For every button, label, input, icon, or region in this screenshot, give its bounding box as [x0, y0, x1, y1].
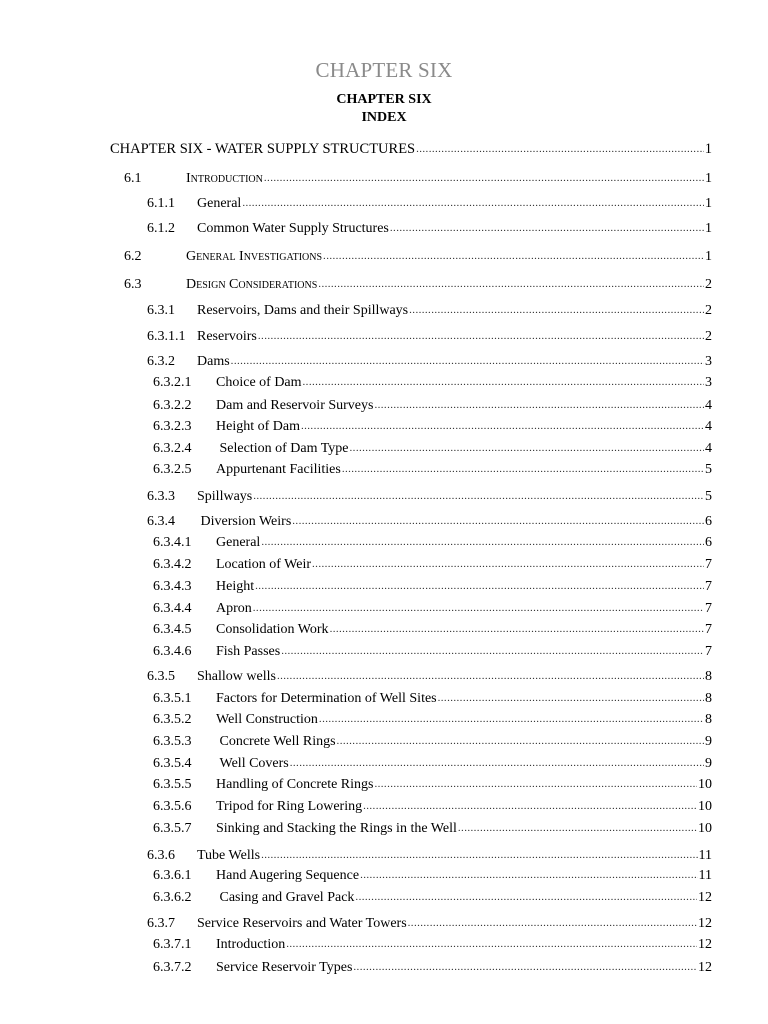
- toc-entry-label: Location of Weir: [216, 557, 312, 572]
- toc-entry[interactable]: [153, 619, 712, 637]
- toc-entry-page: 6: [705, 514, 712, 529]
- toc-entry-label: Factors for Determination of Well Sites: [216, 691, 437, 706]
- toc-leader-dots: [312, 554, 704, 568]
- toc-entry-number: 6.3.7.2: [153, 960, 192, 975]
- toc-leader-dots: [258, 326, 704, 340]
- toc-entry-number: 6.3.5.5: [153, 777, 192, 792]
- toc-entry-number: 6.3.4.4: [153, 601, 192, 616]
- toc-entry[interactable]: [153, 774, 712, 792]
- toc-entry[interactable]: [153, 709, 712, 727]
- toc-entry[interactable]: [153, 438, 712, 456]
- toc-leader-dots: [458, 818, 697, 832]
- toc-entry-page: 8: [705, 669, 712, 684]
- toc-entry-page: 10: [698, 821, 712, 836]
- toc-entry-page: 12: [698, 937, 712, 952]
- toc-leader-dots: [416, 139, 704, 153]
- toc-leader-dots: [363, 796, 697, 810]
- toc-leader-dots: [355, 887, 697, 901]
- toc-entry[interactable]: [153, 753, 712, 771]
- toc-leader-dots: [286, 934, 697, 948]
- toc-entry-page: 12: [698, 890, 712, 905]
- toc-entry[interactable]: [153, 395, 712, 413]
- toc-leader-dots: [323, 246, 704, 260]
- toc-entry-number: 6.3.5.4: [153, 756, 192, 771]
- page-title: CHAPTER SIX: [336, 92, 432, 107]
- toc-entry-number: 6.1.1: [147, 196, 175, 211]
- toc-entry-number: 6.3.7.1: [153, 937, 192, 952]
- toc-entry[interactable]: [153, 865, 712, 883]
- toc-leader-dots: [390, 218, 704, 232]
- toc-entry-number: 6.3.3: [147, 489, 175, 504]
- toc-entry-number: 6.3.1.1: [147, 329, 186, 344]
- toc-leader-dots: [342, 459, 704, 473]
- toc-entry-number: 6.3.2: [147, 354, 175, 369]
- toc-entry-page: 12: [698, 916, 712, 931]
- toc-entry-label: Common Water Supply Structures: [197, 221, 389, 236]
- toc-entry[interactable]: [124, 246, 712, 264]
- toc-entry-page: 5: [705, 462, 712, 477]
- toc-entry[interactable]: [153, 796, 712, 814]
- toc-entry-number: 6.3.2.2: [153, 398, 192, 413]
- toc-entry-label: Tube Wells: [197, 848, 261, 863]
- toc-leader-dots: [281, 641, 704, 655]
- toc-entry-number: 6.3.5.6: [153, 799, 192, 814]
- toc-entry-label: Choice of Dam: [216, 375, 302, 390]
- toc-entry-page: 11: [698, 848, 712, 863]
- toc-leader-dots: [255, 576, 704, 590]
- toc-leader-dots: [290, 753, 704, 767]
- toc-entry[interactable]: [147, 913, 712, 931]
- toc-entry-number: 6.3.2.1: [153, 375, 192, 390]
- toc-leader-dots: [438, 688, 704, 702]
- toc-entry-page: 8: [705, 691, 712, 706]
- toc-entry-label: Casing and Gravel Pack: [216, 890, 355, 905]
- toc-entry-label: Spillways: [197, 489, 253, 504]
- toc-entry-number: 6.3.5.7: [153, 821, 192, 836]
- toc-entry[interactable]: [147, 300, 712, 318]
- toc-entry-number: 6.3.2.5: [153, 462, 192, 477]
- toc-entry[interactable]: [124, 274, 712, 292]
- toc-entry-page: 6: [705, 535, 712, 550]
- toc-entry-number: 6.3.6: [147, 848, 175, 863]
- toc-leader-dots: [337, 731, 704, 745]
- toc-entry-page: 12: [698, 960, 712, 975]
- toc-leader-dots: [277, 666, 704, 680]
- toc-entry-page: 4: [705, 398, 712, 413]
- toc-entry-label: Sinking and Stacking the Rings in the Well: [216, 821, 457, 836]
- toc-entry[interactable]: [147, 193, 712, 211]
- toc-entry-number: 6.3: [124, 277, 142, 292]
- toc-entry-label: CHAPTER SIX - WATER SUPPLY STRUCTURES: [110, 141, 416, 157]
- toc-entry-page: 2: [705, 303, 712, 318]
- toc-entry-number: 6.3.1: [147, 303, 175, 318]
- toc-entry[interactable]: [153, 934, 712, 952]
- toc-entry-number: 6.1: [124, 171, 142, 186]
- toc-entry-label: Fish Passes: [216, 644, 281, 659]
- toc-leader-dots: [353, 957, 697, 971]
- toc-entry-label: Reservoirs, Dams and their Spillways: [197, 303, 409, 318]
- toc-entry[interactable]: [110, 139, 712, 157]
- toc-entry-label: Consolidation Work: [216, 622, 329, 637]
- toc-entry-page: 7: [705, 644, 712, 659]
- toc-entry-label: Height: [216, 579, 255, 594]
- toc-entry-label: Apron: [216, 601, 252, 616]
- toc-leader-dots: [242, 193, 704, 207]
- toc-entry-page: 2: [705, 277, 712, 292]
- toc-entry-number: 6.1.2: [147, 221, 175, 236]
- toc-entry-number: 6.3.4.2: [153, 557, 192, 572]
- toc-entry-number: 6.3.7: [147, 916, 175, 931]
- toc-leader-dots: [292, 511, 704, 525]
- toc-entry[interactable]: [153, 688, 712, 706]
- toc-leader-dots: [264, 168, 704, 182]
- toc-entry-label: Concrete Well Rings: [216, 734, 336, 749]
- toc-entry-page: 1: [705, 221, 712, 236]
- toc-entry-page: 4: [705, 419, 712, 434]
- toc-entry-number: 6.3.5.1: [153, 691, 192, 706]
- toc-leader-dots: [303, 372, 704, 386]
- toc-entry-label: Service Reservoir Types: [216, 960, 353, 975]
- toc-entry-page: 9: [705, 756, 712, 771]
- toc-entry[interactable]: [147, 218, 712, 236]
- toc-entry[interactable]: [153, 641, 712, 659]
- toc-entry-page: 4: [705, 441, 712, 456]
- toc-leader-dots: [374, 395, 704, 409]
- toc-leader-dots: [253, 598, 704, 612]
- toc-entry-number: 6.3.2.4: [153, 441, 192, 456]
- toc-leader-dots: [253, 486, 704, 500]
- toc-leader-dots: [318, 274, 704, 288]
- toc-entry-number: 6.3.6.1: [153, 868, 192, 883]
- toc-leader-dots: [408, 913, 697, 927]
- toc-entry-label: Introduction: [186, 171, 263, 186]
- toc-entry-number: 6.3.4.1: [153, 535, 192, 550]
- toc-entry-label: Shallow wells: [197, 669, 276, 684]
- toc-entry[interactable]: [147, 486, 712, 504]
- toc-entry[interactable]: [124, 168, 712, 186]
- toc-entry-label: General: [197, 196, 242, 211]
- toc-entry-page: 7: [705, 601, 712, 616]
- toc-entry-label: Well Construction: [216, 712, 318, 727]
- toc-entry[interactable]: [147, 666, 712, 684]
- toc-entry[interactable]: [153, 372, 712, 390]
- page-subtitle: INDEX: [361, 110, 407, 125]
- toc-entry[interactable]: [153, 731, 712, 749]
- toc-entry-page: 1: [704, 141, 712, 157]
- toc-entry-label: Tripod for Ring Lowering: [216, 799, 363, 814]
- toc-entry-label: Dam and Reservoir Surveys: [216, 398, 374, 413]
- toc-entry[interactable]: [147, 511, 712, 529]
- toc-entry-page: 1: [705, 171, 712, 186]
- toc-entry-label: Height of Dam: [216, 419, 300, 434]
- toc-leader-dots: [231, 351, 704, 365]
- toc-entry-label: Appurtenant Facilities: [216, 462, 341, 477]
- toc-entry-number: 6.3.4.3: [153, 579, 192, 594]
- toc-leader-dots: [409, 300, 704, 314]
- toc-entry-number: 6.3.5.2: [153, 712, 192, 727]
- toc-entry-page: 10: [698, 777, 712, 792]
- toc-entry-label: Diversion Weirs: [197, 514, 292, 529]
- toc-entry-label: Hand Augering Sequence: [216, 868, 360, 883]
- toc-entry-page: 11: [698, 868, 712, 883]
- toc-entry-number: 6.2: [124, 249, 142, 264]
- toc-entry-number: 6.3.4.6: [153, 644, 192, 659]
- toc-entry[interactable]: [153, 459, 712, 477]
- toc-entry[interactable]: [147, 326, 712, 344]
- toc-entry[interactable]: [153, 957, 712, 975]
- toc-entry[interactable]: [153, 887, 712, 905]
- toc-entry-page: 7: [705, 557, 712, 572]
- toc-entry-number: 6.3.5.3: [153, 734, 192, 749]
- toc-entry-label: Well Covers: [216, 756, 289, 771]
- running-header: CHAPTER SIX: [315, 58, 453, 82]
- toc-entry-page: 1: [705, 196, 712, 211]
- toc-entry-page: 5: [705, 489, 712, 504]
- toc-entry-label: Handling of Concrete Rings: [216, 777, 374, 792]
- toc-entry[interactable]: [153, 554, 712, 572]
- toc-entry-page: 8: [705, 712, 712, 727]
- toc-leader-dots: [319, 709, 704, 723]
- toc-entry-page: 1: [705, 249, 712, 264]
- toc-entry[interactable]: [153, 576, 712, 594]
- toc-entry[interactable]: [153, 532, 712, 550]
- toc-entry-page: 3: [705, 375, 712, 390]
- toc-entry[interactable]: [147, 845, 712, 863]
- toc-entry-label: Design Considerations: [186, 277, 318, 292]
- toc-entry[interactable]: [153, 416, 712, 434]
- toc-entry-page: 2: [705, 329, 712, 344]
- toc-entry-page: 9: [705, 734, 712, 749]
- toc-entry-label: Service Reservoirs and Water Towers: [197, 916, 407, 931]
- toc-leader-dots: [374, 774, 697, 788]
- toc-entry-page: 7: [705, 622, 712, 637]
- toc-entry-number: 6.3.5: [147, 669, 175, 684]
- toc-entry-label: General: [216, 535, 261, 550]
- toc-entry-number: 6.3.4.5: [153, 622, 192, 637]
- toc-entry-label: General Investigations: [186, 249, 323, 264]
- toc-entry-page: 3: [705, 354, 712, 369]
- toc-entry-page: 7: [705, 579, 712, 594]
- toc-entry-number: 6.3.6.2: [153, 890, 192, 905]
- toc-leader-dots: [261, 532, 704, 546]
- toc-entry[interactable]: [147, 351, 712, 369]
- toc-leader-dots: [261, 845, 697, 859]
- toc-leader-dots: [350, 438, 704, 452]
- toc-entry-label: Reservoirs: [197, 329, 257, 344]
- toc-entry-number: 6.3.2.3: [153, 419, 192, 434]
- toc-leader-dots: [360, 865, 697, 879]
- toc-entry-number: 6.3.4: [147, 514, 175, 529]
- toc-entry-page: 10: [698, 799, 712, 814]
- toc-entry[interactable]: [153, 598, 712, 616]
- toc-entry-label: Selection of Dam Type: [216, 441, 349, 456]
- toc-leader-dots: [301, 416, 704, 430]
- toc-entry[interactable]: [153, 818, 712, 836]
- toc-entry-label: Dams: [197, 354, 230, 369]
- toc-entry-label: Introduction: [216, 937, 286, 952]
- toc-leader-dots: [330, 619, 704, 633]
